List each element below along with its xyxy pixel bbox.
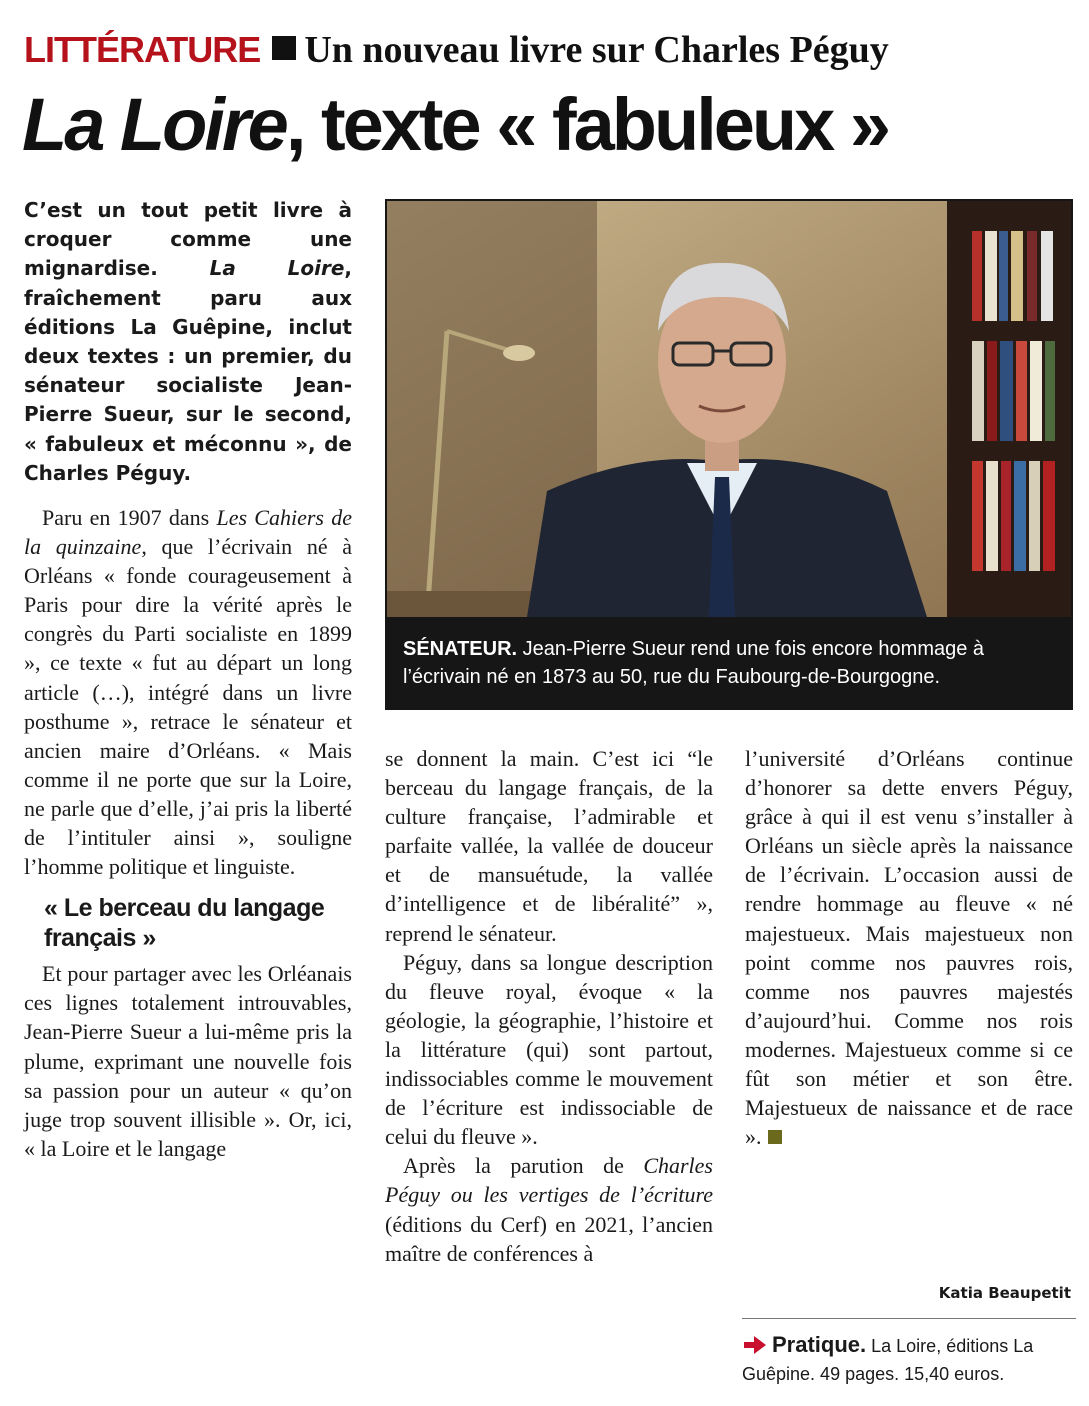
lead-text-1: C’est un tout petit livre à croquer comme une mignardise. xyxy=(24,198,352,281)
p1-text-b: , que l’écrivain né à Orléans « fonde courageusement à Paris pour dire la vérité après le congrès du Parti socialiste en 1899 », ce texte « fut au départ un long article (…), intégré dans un livre posthume », retrace le sénateur et ancien maire d’Orléans. « Mais comme il ne porte que sur la Loire, ne parle que d’elle, j’ai pris la liberté de l’intituler ainsi », souligne l’homme politique et linguiste. xyxy=(24,534,353,880)
arrow-icon xyxy=(742,1334,772,1362)
kicker-subtitle: Un nouveau livre sur Charles Péguy xyxy=(304,29,889,71)
lead-italic: La Loire xyxy=(209,256,345,281)
senator-photo xyxy=(387,201,1071,617)
rubric-label: LITTÉRATURE xyxy=(24,29,261,70)
body-paragraph-1 xyxy=(24,503,352,881)
lead-paragraph xyxy=(24,196,352,488)
lead-text-2: , fraîchement paru aux éditions La Guêpine, inclut deux textes : un premier, du sénateur socialiste Jean-Pierre Sueur, sur le second, « fabuleux et méconnu », de Charles Péguy. xyxy=(24,256,352,485)
p4-continued-text: l’université d’Orléans continue d’honorer sa dette envers Péguy, grâce à qui il est venu s’installer à Orléans un siècle après la naissance de l’écrivain. L’occasion aussi de rendre hommage au fleuve « né majestueux. Mais majestueux non point comme nos pauvres rois, comme nos pauvres majestés d’aujourd’hui. Comme nos rois modernes. Majestueux comme si ce fût son métier et son être. Majestueux de naissance et de race ». xyxy=(745,746,1073,1150)
body-paragraph-2: Et pour partager avec les Orléanais ces lignes totalement introuvables, Jean-Pierre Sueur a lui-même pris la plume, exprimant une nouvelle fois sa passion pour un auteur « qu’on juge trop souvent illisible ». Or, ici, « la Loire et le langage xyxy=(24,961,352,1161)
square-separator-icon xyxy=(272,36,296,60)
info-text: La Loire, éditions La Guêpine. 49 pages. 15,40 euros. xyxy=(742,1336,1034,1384)
body-paragraph-4-continued xyxy=(745,744,1073,1151)
body-paragraph-4 xyxy=(385,1151,713,1267)
caption-label: SÉNATEUR. xyxy=(403,638,518,660)
kicker xyxy=(24,28,889,72)
intertitle: « Le berceau du langage français » xyxy=(44,894,325,953)
p4-text-b: (éditions du Cerf) en 2021, l’ancien maître de conférences à xyxy=(385,1211,713,1266)
p1-text-a: Paru en 1907 dans xyxy=(42,505,217,530)
end-mark-icon xyxy=(768,1130,782,1144)
headline xyxy=(22,80,888,170)
p1-italic: Les Cahiers de la quinzaine xyxy=(24,505,353,560)
body-paragraph-3: Péguy, dans sa longue description du fleuve royal, évoque « la géologie, la géographie, l’histoire et la littérature (qui) sont partout, indissociables comme le mouvement de l’écriture est indissociable de celui du fleuve ». xyxy=(385,949,713,1150)
article-column-1 xyxy=(24,503,352,1163)
headline-italic: La Loire xyxy=(22,83,286,166)
info-box xyxy=(742,1318,1076,1386)
photo-block xyxy=(385,199,1073,710)
headline-rest: , texte « fabuleux » xyxy=(285,83,888,166)
body-paragraph-2-continued: se donnent la main. C’est ici “le berceau du langage français, de la culture française, l’admirable et parfaite vallée, la vallée de douceur et de mansuétude, la vallée d’intelligence et de libéralité” », reprend le sénateur. xyxy=(385,746,713,946)
article-column-3 xyxy=(745,744,1073,1151)
byline: Katia Beaupetit xyxy=(938,1284,1071,1302)
photo-caption xyxy=(403,635,1063,691)
p4-text-a: Après la parution de xyxy=(403,1153,644,1179)
caption-text: Jean-Pierre Sueur rend une fois encore hommage à l’écrivain né en 1873 au 50, rue du Faubourg-de-Bourgogne. xyxy=(403,638,985,688)
p4-italic: Charles Péguy ou les vertiges de l’écriture xyxy=(385,1153,713,1208)
article-column-2 xyxy=(385,744,713,1268)
info-label: Pratique. xyxy=(772,1332,867,1357)
